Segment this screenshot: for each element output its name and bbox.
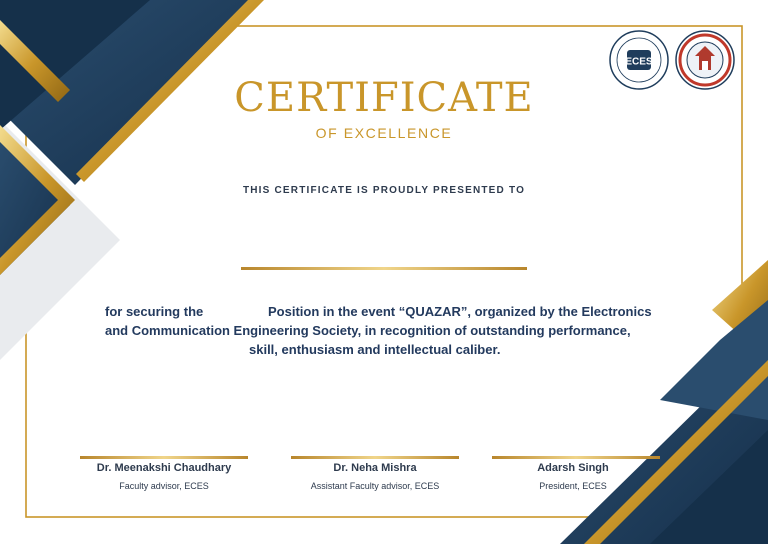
presented-to-text: THIS CERTIFICATE IS PROUDLY PRESENTED TO — [242, 185, 526, 196]
recipient-name-line — [241, 267, 527, 270]
signature-line-1 — [80, 456, 248, 459]
svg-text:ECES: ECES — [625, 56, 653, 68]
navy-chevron-right — [660, 300, 768, 420]
eces-society-seal-icon — [609, 30, 669, 90]
certificate-subtitle: OF EXCELLENCE — [315, 125, 453, 141]
signatory-3-name: Adarsh Singh — [537, 462, 609, 474]
university-emblem-icon — [675, 30, 735, 90]
body-text-line1-end: Position in the event “QUAZAR”, organized by the Electronics — [268, 304, 652, 319]
signatory-1-name: Dr. Meenakshi Chaudhary — [96, 462, 232, 474]
signatory-2-name: Dr. Neha Mishra — [333, 462, 417, 474]
body-text-line2: and Communication Engineering Society, in recognition of outstanding performance, — [105, 323, 631, 338]
signature-line-3 — [492, 456, 660, 459]
signatory-3-role: President, ECES — [539, 481, 607, 491]
signatory-2-role: Assistant Faculty advisor, ECES — [310, 481, 440, 491]
body-text-line3: skill, enthusiasm and intellectual caliber. — [249, 342, 501, 357]
signature-line-2 — [291, 456, 459, 459]
signatory-1-role: Faculty advisor, ECES — [119, 481, 209, 491]
certificate-title: CERTIFICATE — [234, 75, 534, 121]
body-text-line1-start: for securing the — [105, 304, 204, 319]
